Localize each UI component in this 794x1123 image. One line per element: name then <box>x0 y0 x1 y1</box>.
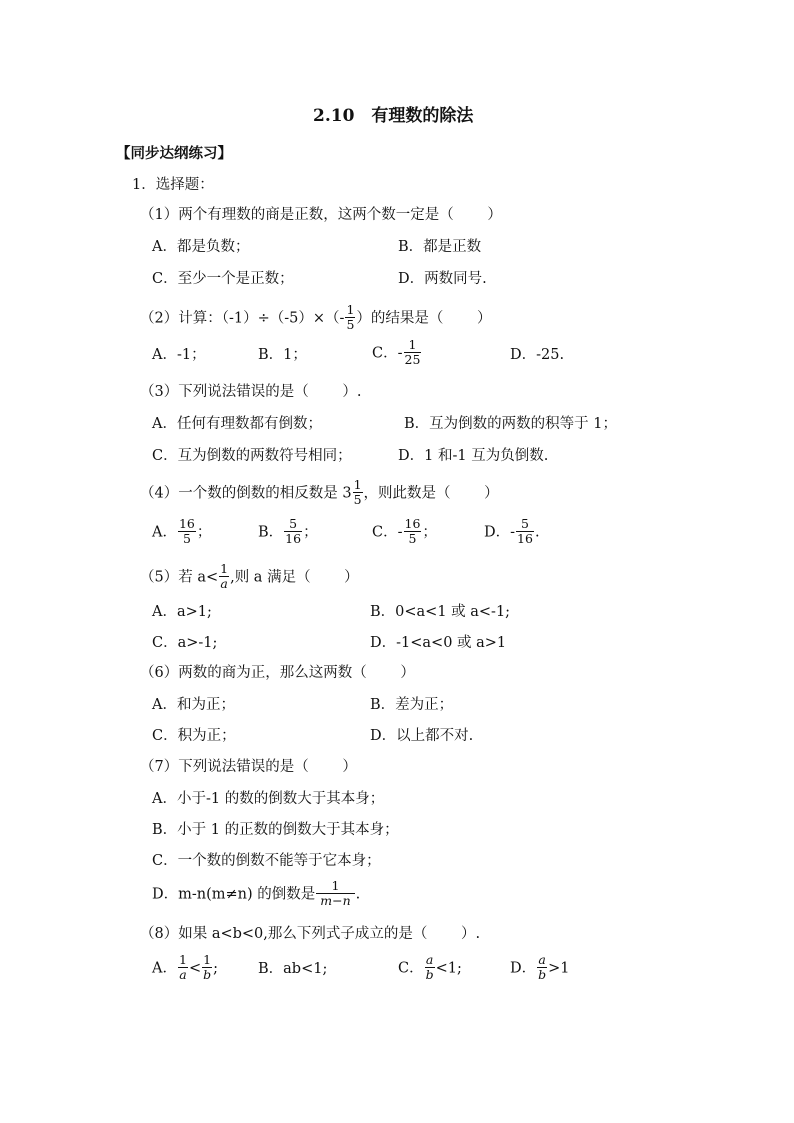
option-suffix: ； <box>303 524 318 541</box>
problem-8-option-d <box>510 954 570 983</box>
problem-8-option-c <box>398 954 462 983</box>
option-suffix: ; <box>213 960 218 977</box>
fraction <box>178 953 188 982</box>
fraction-denominator: m−n <box>316 893 354 908</box>
problem-5-stem-pre: （5）若 a< <box>140 569 219 586</box>
fraction-denominator: b <box>425 967 434 982</box>
problem-6-option-d: D．以上都不对. <box>370 728 474 744</box>
comparison-sign: < <box>188 960 202 977</box>
problem-2-stem <box>140 304 492 333</box>
problem-3-option-a: A．任何有理数都有倒数； <box>152 416 322 432</box>
fraction-numerator: 1 <box>353 477 362 492</box>
fraction-numerator: 1 <box>178 952 187 967</box>
fraction <box>345 303 355 332</box>
problem-2-option-d: D．-25. <box>510 347 565 363</box>
problem-6-option-a: A．和为正； <box>152 697 235 713</box>
fraction-denominator: 16 <box>285 531 302 546</box>
problem-2-stem-pre: （2）计算：（-1）÷（-5）×（- <box>140 310 345 327</box>
fraction-numerator: 1 <box>203 952 212 967</box>
problem-5-stem-post: ,则 a 满足（ ） <box>230 569 359 586</box>
option-prefix: D． <box>510 960 537 977</box>
fraction-denominator: b <box>203 967 212 982</box>
fraction-numerator: 1 <box>408 337 417 352</box>
problem-3-option-c: C．互为倒数的两数符号相同； <box>152 448 352 464</box>
fraction-numerator: 1 <box>346 302 355 317</box>
fraction-numerator: a <box>538 952 546 967</box>
problem-3-option-b: B．互为倒数的两数的积等于 1； <box>404 416 617 432</box>
option-prefix: C．- <box>372 345 403 362</box>
problem-7-option-a: A．小于-1 的数的倒数大于其本身； <box>152 791 385 807</box>
problem-2-option-c <box>372 339 422 368</box>
problem-4-stem-post: ，则此数是（ ） <box>363 485 499 502</box>
option-suffix: <1; <box>435 960 462 977</box>
fraction-denominator: 16 <box>517 531 533 546</box>
fraction-denominator: 25 <box>404 352 421 367</box>
fraction-numerator: 5 <box>521 516 529 531</box>
page-title: 2.10 有理数的除法 <box>313 106 474 126</box>
mixed-fraction <box>353 478 363 507</box>
fraction-denominator: 5 <box>346 317 355 332</box>
fraction-denominator: b <box>538 967 547 982</box>
fraction <box>404 517 422 546</box>
problem-4-stem-pre: （4）一个数的倒数的相反数是 3 <box>140 485 352 502</box>
option-prefix: A． <box>152 960 177 977</box>
option-prefix: B． <box>258 524 284 541</box>
fraction <box>516 517 534 546</box>
problem-5-stem <box>140 563 359 592</box>
fraction <box>316 879 354 908</box>
problem-3-stem: （3）下列说法错误的是（ ）. <box>140 384 362 400</box>
fraction-numerator: 16 <box>404 516 421 531</box>
option-prefix: D．- <box>484 524 516 541</box>
problem-4-stem <box>140 479 499 508</box>
problem-5-option-b: B．0<a<1 或 a<-1; <box>370 604 511 620</box>
fraction-denominator: 5 <box>178 531 196 546</box>
option-suffix: . <box>534 524 540 541</box>
fraction-denominator: 5 <box>404 531 422 546</box>
problem-2-option-a: A．-1； <box>152 347 206 363</box>
problem-7-option-c: C．一个数的倒数不能等于它本身； <box>152 853 381 869</box>
problem-8-option-a <box>152 954 218 983</box>
problem-3-option-d: D．1 和-1 互为负倒数. <box>398 448 549 464</box>
fraction-numerator: 1 <box>331 878 340 893</box>
option-prefix: A． <box>152 524 177 541</box>
problem-2-option-b: B．1； <box>258 347 307 363</box>
problem-6-option-b: B．差为正； <box>370 697 454 713</box>
problem-7-option-d <box>152 880 360 909</box>
problem-1-option-c: C．至少一个是正数； <box>152 271 294 287</box>
fraction <box>178 517 196 546</box>
fraction-numerator: a <box>425 952 434 967</box>
fraction <box>219 562 229 591</box>
problem-6-stem: （6）两数的商为正，那么这两数（ ） <box>140 665 415 681</box>
problem-1-option-d: D．两数同号. <box>398 271 487 287</box>
fraction-numerator: 1 <box>220 561 229 576</box>
option-suffix: >1 <box>548 960 570 977</box>
fraction-denominator: a <box>220 576 228 591</box>
problem-5-option-c: C．a>-1; <box>152 635 218 651</box>
fraction <box>537 953 547 982</box>
problem-7-stem: （7）下列说法错误的是（ ） <box>140 759 357 775</box>
problem-4-option-c <box>372 518 437 547</box>
option-prefix: C．- <box>372 524 403 541</box>
fraction <box>284 517 302 546</box>
option-suffix: ； <box>196 524 212 541</box>
problem-7-option-b: B．小于 1 的正数的倒数大于其本身； <box>152 822 399 838</box>
problem-4-option-a <box>152 518 211 547</box>
problem-2-stem-post: ）的结果是（ ） <box>356 310 492 327</box>
fraction-denominator: a <box>179 967 187 982</box>
option-suffix: ； <box>422 524 437 541</box>
option-prefix: D．m-n(m≠n) 的倒数是 <box>152 886 316 903</box>
problem-6-option-c: C．积为正； <box>152 728 236 744</box>
option-suffix: . <box>355 886 361 903</box>
fraction-numerator: 16 <box>178 516 195 531</box>
problem-1-stem: （1）两个有理数的商是正数，这两个数一定是（ ） <box>140 207 502 223</box>
problem-1-option-b: B．都是正数 <box>398 239 482 255</box>
problem-4-option-b <box>258 518 318 547</box>
problem-8-stem: （8）如果 a<b<0,那么下列式子成立的是（ ）. <box>140 926 481 942</box>
problem-4-option-d <box>484 518 540 547</box>
fraction-denominator: 5 <box>353 492 362 507</box>
section-heading: 【同步达纲练习】 <box>116 145 232 162</box>
problem-1-option-a: A．都是负数； <box>152 239 250 255</box>
problem-8-option-b: B．ab<1; <box>258 961 328 977</box>
problem-5-option-a: A．a>1; <box>152 604 212 620</box>
fraction <box>425 953 435 982</box>
question-1-heading: 1．选择题： <box>132 177 214 193</box>
fraction <box>202 953 212 982</box>
fraction <box>404 338 422 367</box>
option-prefix: C． <box>398 960 424 977</box>
fraction-numerator: 5 <box>289 516 298 531</box>
problem-5-option-d: D．-1<a<0 或 a>1 <box>370 635 507 651</box>
